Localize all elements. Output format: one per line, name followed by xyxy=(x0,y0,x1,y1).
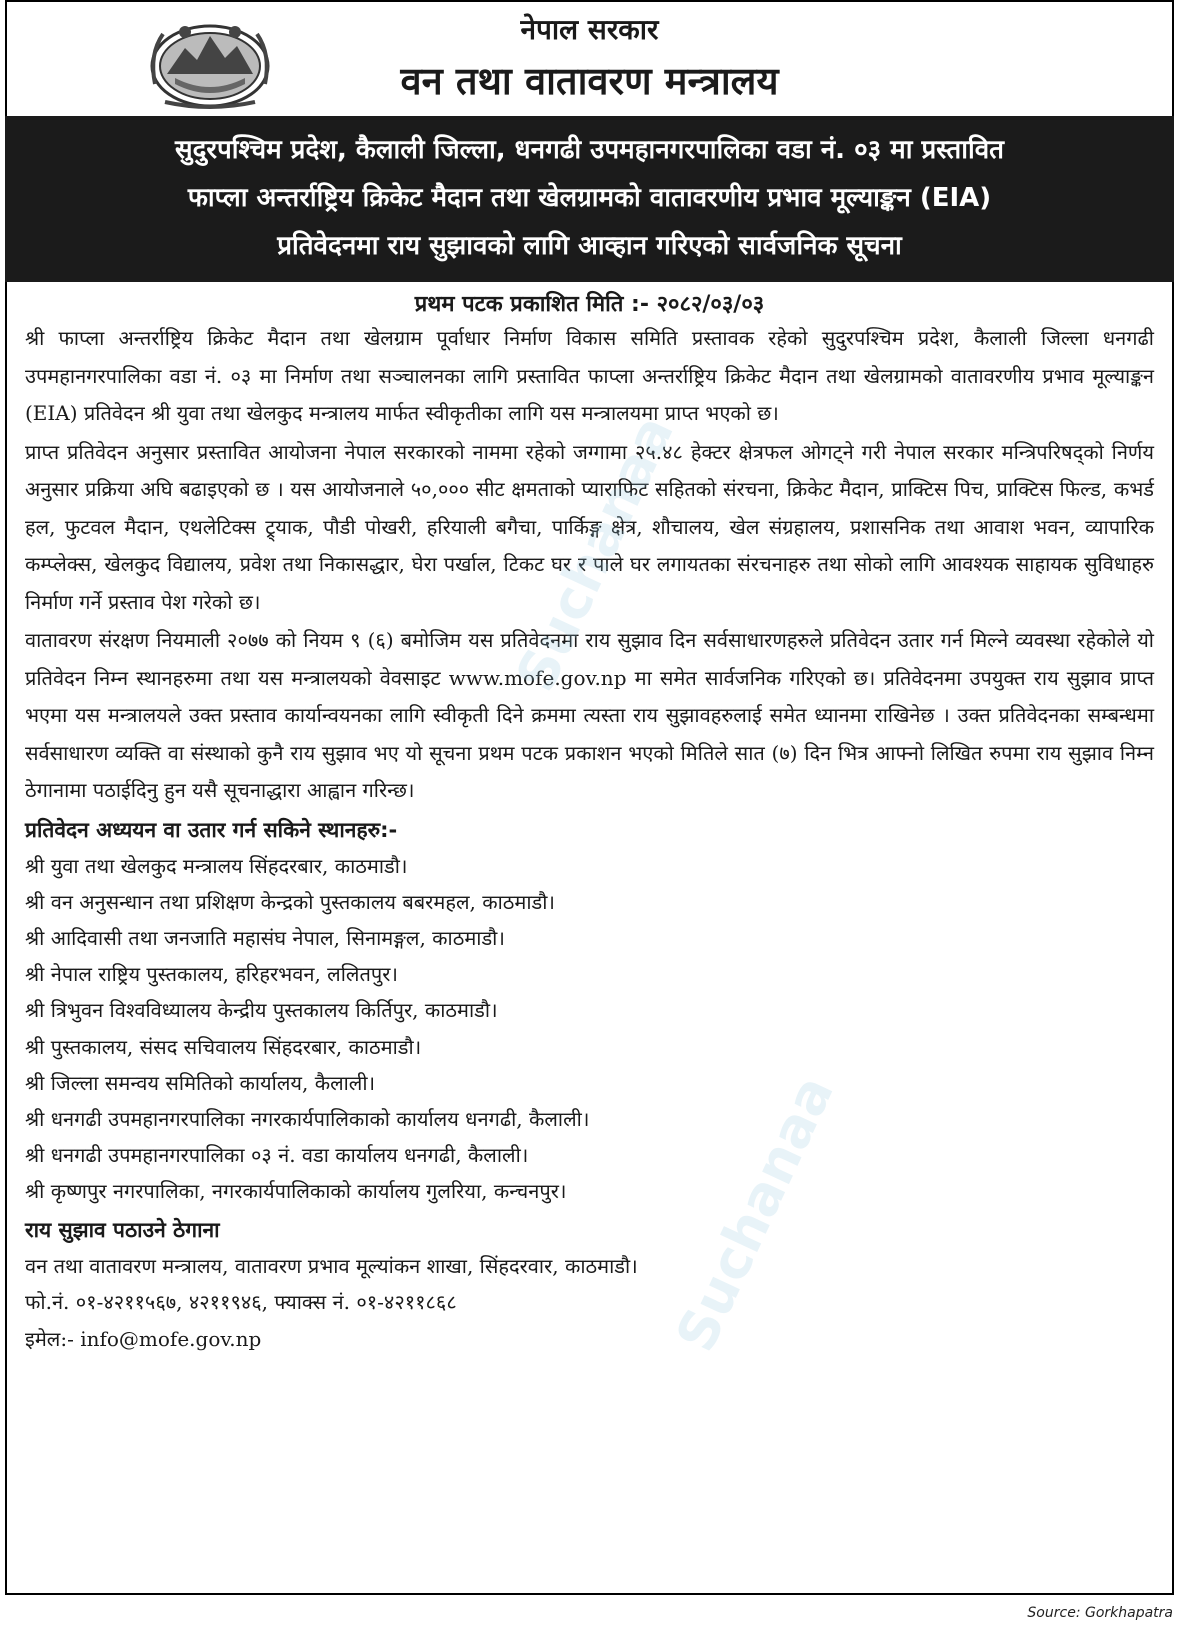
address-office: वन तथा वातावरण मन्त्रालय, वातावरण प्रभाव मूल्यांकन शाखा, सिंहदरवार, काठमाडौ। xyxy=(25,1253,638,1278)
notice-title xyxy=(5,116,1174,282)
ministry-name: वन तथा वातावरण मन्त्रालय xyxy=(400,59,779,103)
notice-header xyxy=(7,2,1172,116)
publication-date: प्रथम पटक प्रकाशित मिति :- २०८२/०३/०३ xyxy=(414,292,765,317)
paragraph-intro: श्री फाप्ला अन्तर्राष्ट्रिय क्रिकेट मैदान तथा खेलग्राम पूर्वाधार निर्माण विकास समिति प्रस्तावक रहेको सुदुरपश्चिम प्रदेश, कैलाली जिल्ला धनगढी उपमहानगरपालिका वडा नं. ०३ मा निर्माण तथा सञ्चालनका लागि प्रस्तावित फाप्ला अन्तर्राष्ट्रिय क्रिकेट मैदान तथा खेलग्रामको वातावरणीय प्रभाव मूल्याङ्कन (EIA) प्रतिवेदन श्री युवा तथा खेलकुद मन्त्रालय मार्फत स्वीकृतीका लागि यस मन्त्रालयमा प्राप्त भएको छ। xyxy=(25,326,1154,425)
list-item: श्री कृष्णपुर नगरपालिका, नगरकार्यपालिकाको कार्यालय गुलरिया, कन्चनपुर। xyxy=(25,1179,567,1204)
list-item: श्री जिल्ला समन्वय समितिको कार्यालय, कैलाली। xyxy=(25,1070,376,1095)
watermark: Suchanaa xyxy=(503,406,686,701)
paragraph-project: प्राप्त प्रतिवेदन अनुसार प्रस्तावित आयोजना नेपाल सरकारको नाममा रहेको जग्गामा २५.४८ हेक्टर क्षेत्रफल ओगट्ने गरी नेपाल सरकार मन्त्रिपरिषद्को निर्णय अनुसार प्रक्रिया अघि बढाइएको छ । यस आयोजनाले ५०,००० सीट क्षमताको प्याराफिट सहितको संरचना, क्रिकेट मैदान, प्राक्टिस पिच, प्राक्टिस फिल्ड, कभर्ड हल, फुटवल मैदान, एथलेटिक्स ट्र्याक, पौडी पोखरी, हरियाली बगैचा, पार्किङ्ग क्षेत्र, शौचालय, खेल संग्रहालय, प्रशासनिक तथा आवाश भवन, व्यापारिक कम्प्लेक्स, खेलकुद विद्यालय, प्रवेश तथा निकासद्धार, घेरा पर्खाल, टिकट घर र पाले घर लगायतका संरचनाहरु तथा सोको लागि आवश्यक साहायक सुविधाहरु निर्माण गर्ने प्रस्ताव पेश गरेको छ। xyxy=(25,439,1154,614)
address-phone: फो.नं. ०१-४२११५६७, ४२११९४६, फ्याक्स नं. ०१-४२११८६८ xyxy=(25,1290,457,1315)
government-name: नेपाल सरकार xyxy=(520,13,659,46)
public-notice xyxy=(5,0,1174,1595)
title-line: सुदुरपश्चिम प्रदेश, कैलाली जिल्ला, धनगढी उपमहानगरपालिका वडा नं. ०३ मा प्रस्तावित xyxy=(175,135,1004,165)
source-credit: Source: Gorkhapatra xyxy=(1027,1605,1173,1621)
title-line: फाप्ला अन्तर्राष्ट्रिय क्रिकेट मैदान तथा खेलग्रामको वातावरणीय प्रभाव मूल्याङ्कन (EIA) xyxy=(187,183,992,213)
list-item: श्री पुस्तकालय, संसद सचिवालय सिंहदरबार, काठमाडौ। xyxy=(25,1034,422,1059)
watermark: Suchanaa xyxy=(663,1066,846,1361)
title-line: प्रतिवेदनमा राय सुझावको लागि आव्हान गरिएको सार्वजनिक सूचना xyxy=(277,231,902,261)
list-item: श्री युवा तथा खेलकुद मन्त्रालय सिंहदरबार, काठमाडौ। xyxy=(25,853,408,878)
list-item: श्री वन अनुसन्धान तथा प्रशिक्षण केन्द्रको पुस्तकालय बबरमहल, काठमाडौ। xyxy=(25,889,555,914)
list-item: श्री त्रिभुवन विश्वविध्यालय केन्द्रीय पुस्तकालय किर्तिपुर, काठमाडौ। xyxy=(25,998,498,1023)
list-item: श्री आदिवासी तथा जनजाति महासंघ नेपाल, सिनामङ्गल, काठमाडौ। xyxy=(25,925,505,950)
list-item: श्री धनगढी उपमहानगरपालिका नगरकार्यपालिकाको कार्यालय धनगढी, कैलाली। xyxy=(25,1106,590,1131)
list-item: श्री नेपाल राष्ट्रिय पुस्तकालय, हरिहरभवन, ललितपुर। xyxy=(25,962,398,987)
locations-list xyxy=(25,848,1154,1210)
notice-body xyxy=(7,282,1172,1357)
address-email: इमेल:- info@mofe.gov.np xyxy=(25,1326,262,1351)
paragraph-regulation: वातावरण संरक्षण नियमाली २०७७ को नियम ९ (६) बमोजिम यस प्रतिवेदनमा राय सुझाव दिन सर्वसाधारणहरुले प्रतिवेदन उतार गर्न मिल्ने व्यवस्था रहेकोले यो प्रतिवेदन निम्न स्थानहरुमा तथा यस मन्त्रालयको वेवसाइट www.mofe.gov.np मा समेत सार्वजनिक गरिएको छ। प्रतिवेदनमा उपयुक्त राय सुझाव प्राप्त भएमा यस मन्त्रालयले उक्त प्रस्ताव कार्यान्वयनका लागि स्वीकृती दिने क्रममा त्यस्ता राय सुझावहरुलाई समेत ध्यानमा राखिनेछ । उक्त प्रतिवेदनका सम्बन्धमा सर्वसाधारण व्यक्ति वा संस्थाको कुनै राय सुझाव भए यो सूचना प्रथम पटक प्रकाशन भएको मितिले सात (७) दिन भित्र आफ्नो लिखित रुपमा राय सुझाव निम्न ठेगानामा पठाईदिनु हुन यसै सूचनाद्धारा आह्वान गरिन्छ। xyxy=(25,628,1154,802)
locations-heading: प्रतिवेदन अध्ययन वा उतार गर्न सकिने स्थानहरु:- xyxy=(25,817,398,842)
list-item: श्री धनगढी उपमहानगरपालिका ०३ नं. वडा कार्यालय धनगढी, कैलाली। xyxy=(25,1143,529,1168)
address-heading: राय सुझाव पठाउने ठेगाना xyxy=(25,1217,220,1242)
